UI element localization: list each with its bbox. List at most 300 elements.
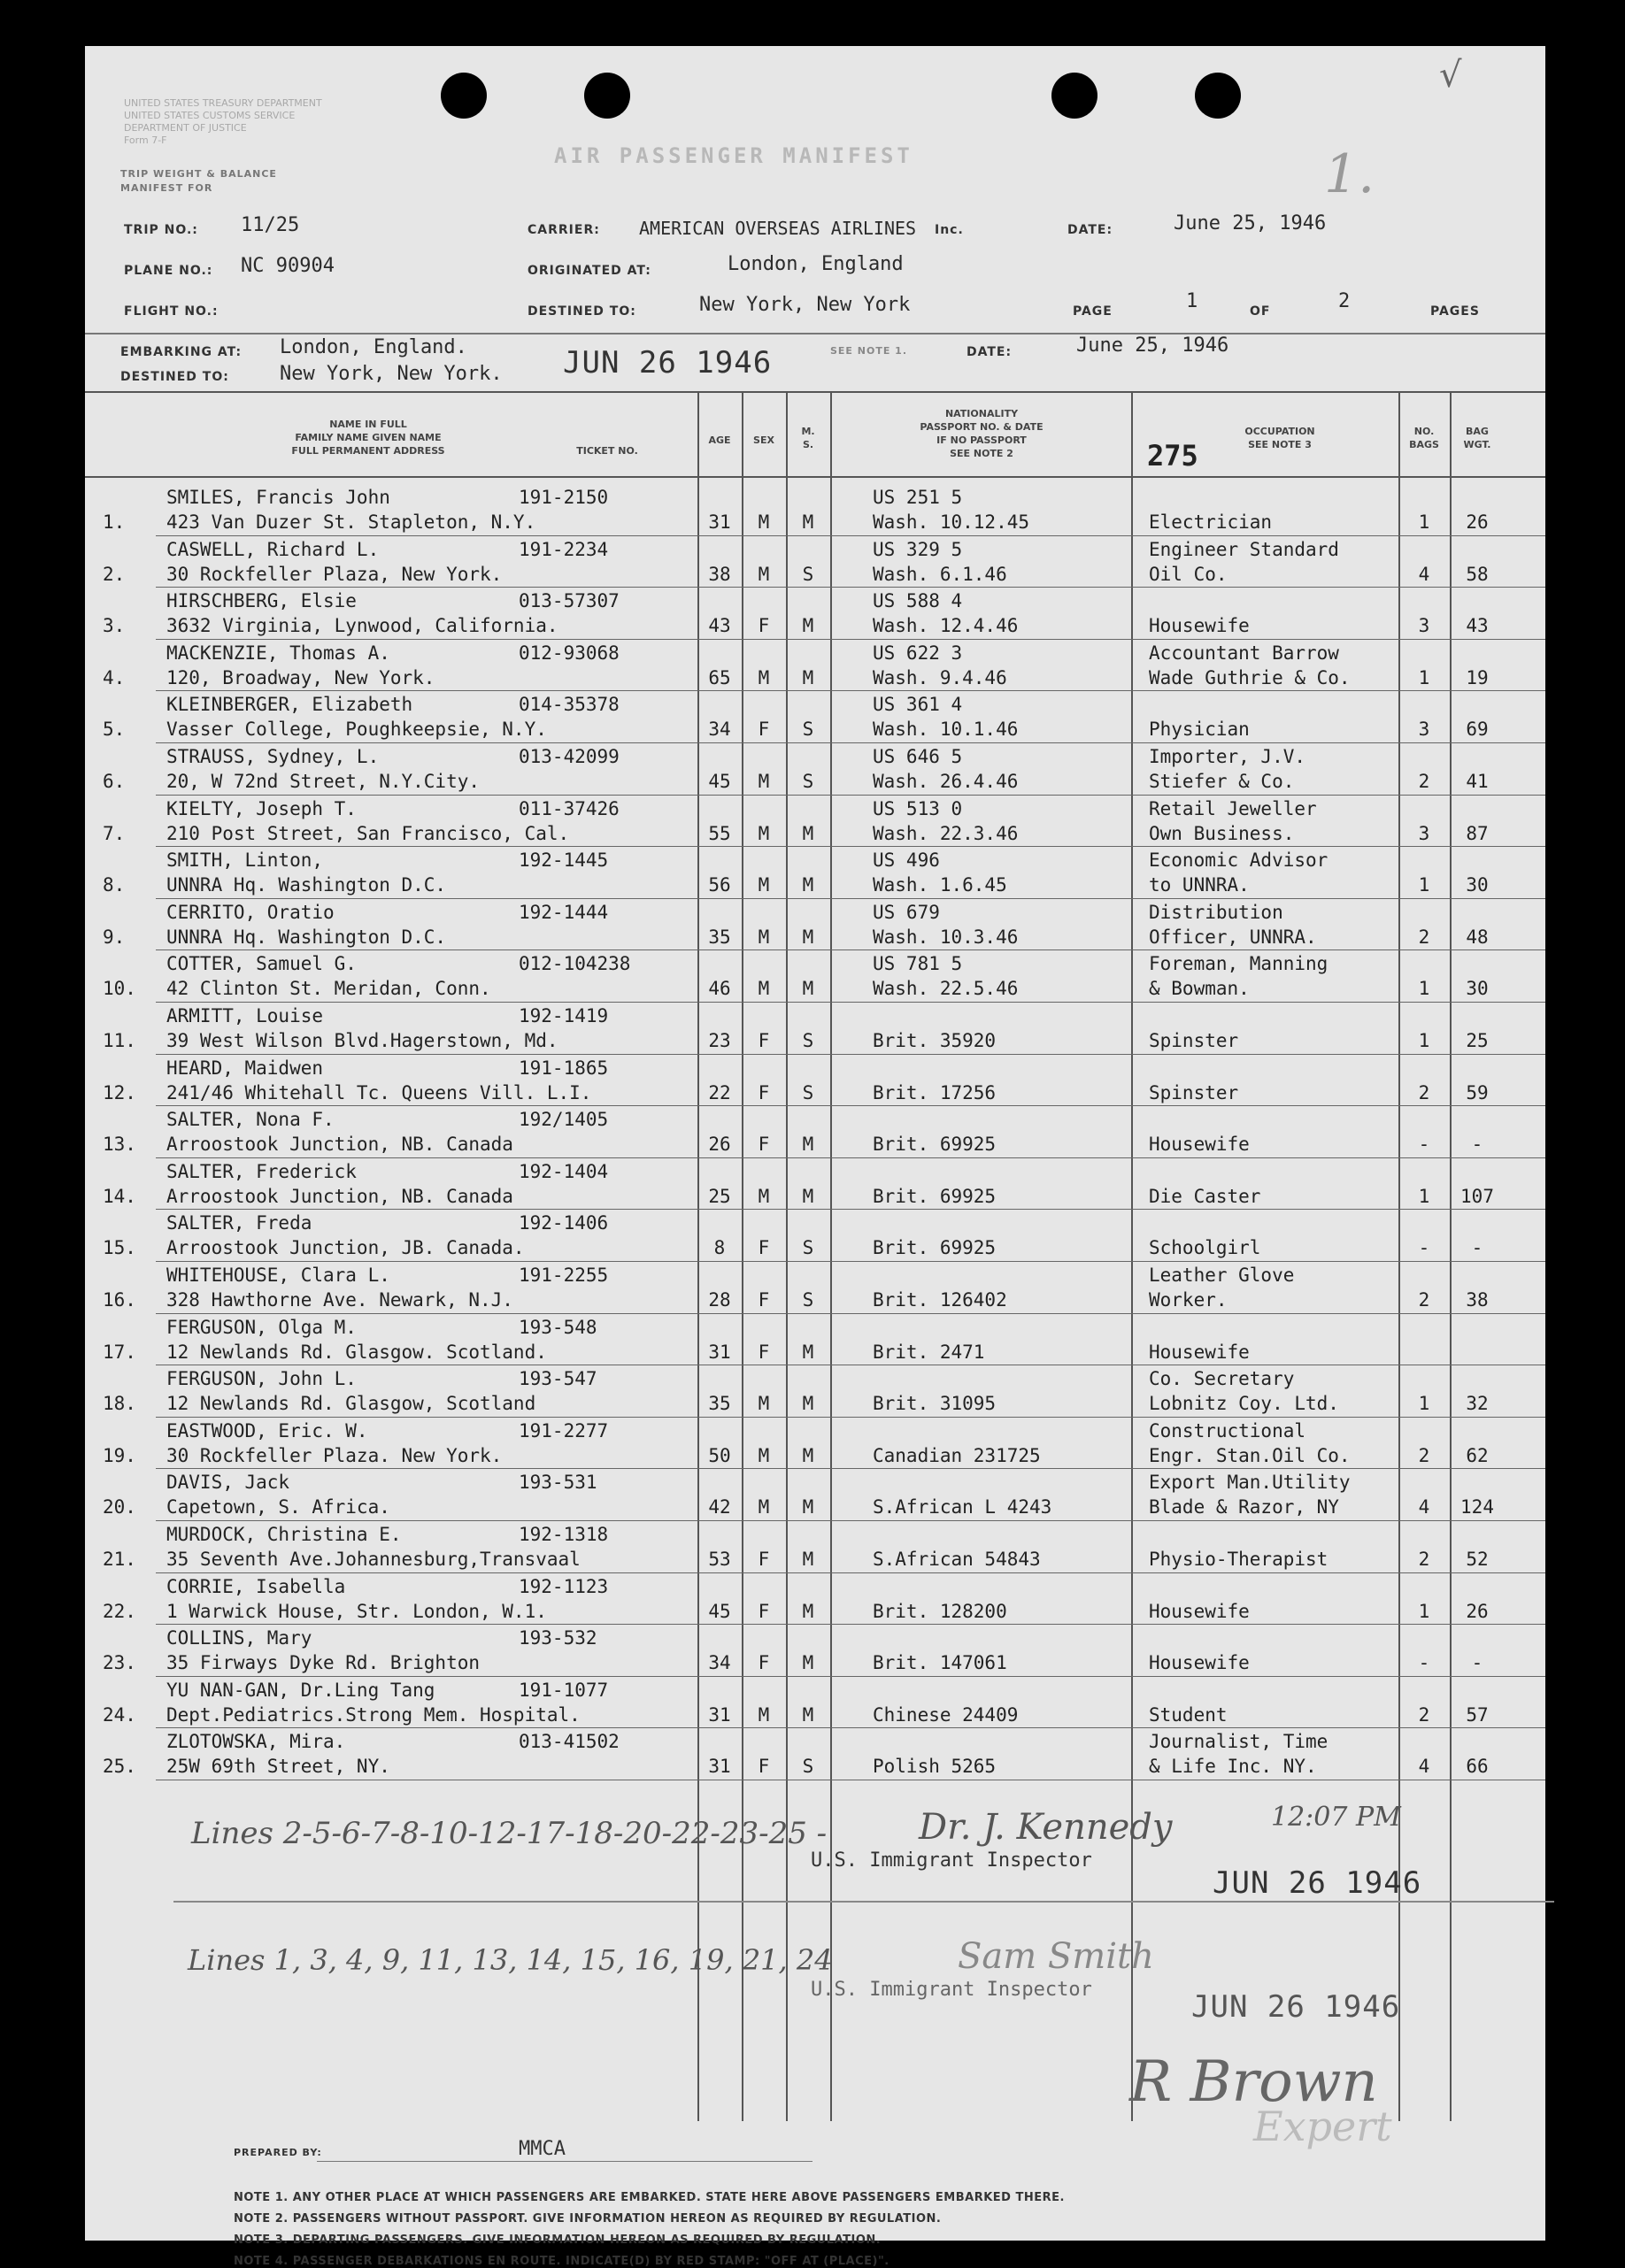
- cell-no: 23.: [103, 1652, 136, 1673]
- cell-address: Arroostook Junction, NB. Canada: [166, 1134, 513, 1155]
- cell-no: 10.: [103, 978, 136, 999]
- cell-wgt: 66: [1466, 1756, 1489, 1777]
- cell-nat2: Wash. 22.5.46: [873, 978, 1019, 999]
- col-header-line: WGT.: [1463, 439, 1491, 450]
- cell-occ2: Housewife: [1149, 1342, 1250, 1363]
- cell-no: 21.: [103, 1549, 136, 1570]
- table-top-rule: [85, 391, 1545, 393]
- cell-nat1: US 679: [873, 902, 940, 923]
- cell-ticket: 013-42099: [519, 746, 620, 767]
- cell-occ2: Student: [1149, 1704, 1228, 1726]
- cell-ticket: 192-1318: [519, 1524, 609, 1545]
- cell-name: ZLOTOWSKA, Mira.: [166, 1731, 346, 1752]
- cell-name: MACKENZIE, Thomas A.: [166, 642, 390, 664]
- row-rule: [156, 795, 1545, 796]
- cell-occ1: Constructional: [1149, 1420, 1306, 1442]
- inspection-time: 12:07 PM: [1271, 1802, 1401, 1833]
- cell-sex: M: [758, 1496, 770, 1518]
- cell-sex: M: [758, 771, 770, 792]
- cell-no: 7.: [103, 823, 126, 844]
- cell-occ2: Electrician: [1149, 511, 1273, 533]
- plane-no-value: NC 90904: [241, 255, 335, 277]
- cell-name: HEARD, Maidwen: [166, 1057, 324, 1079]
- row-rule: [156, 690, 1545, 691]
- cell-no: 5.: [103, 719, 126, 740]
- cell-no: 3.: [103, 615, 126, 636]
- inspector-signature-3b: Expert: [1253, 2103, 1392, 2150]
- cell-ticket: 192-1404: [519, 1161, 609, 1182]
- cell-ms: M: [802, 1652, 814, 1673]
- cell-ticket: 193-547: [519, 1368, 597, 1389]
- cell-address: Arroostook Junction, NB. Canada: [166, 1186, 513, 1207]
- of-label: OF: [1250, 304, 1271, 319]
- cell-name: KIELTY, Joseph T.: [166, 798, 357, 819]
- cell-ticket: 191-2234: [519, 539, 609, 560]
- cell-address: Dept.Pediatrics.Strong Mem. Hospital.: [166, 1704, 581, 1726]
- cell-ms: M: [802, 667, 814, 688]
- note-2: NOTE 2. PASSENGERS WITHOUT PASSPORT. GIVE INFORMATION HEREON AS REQUIRED BY REGULATION.: [234, 2212, 942, 2226]
- row-rule: [156, 898, 1545, 899]
- carrier-value: AMERICAN OVERSEAS AIRLINES: [639, 218, 917, 239]
- cell-bags: 1: [1418, 667, 1430, 688]
- cell-no: 24.: [103, 1704, 136, 1726]
- cell-ms: M: [802, 1445, 814, 1466]
- row-rule: [156, 1727, 1545, 1728]
- cell-nat2: Wash. 22.3.46: [873, 823, 1019, 844]
- col-header-line: FULL PERMANENT ADDRESS: [291, 445, 445, 457]
- cell-name: SALTER, Freda: [166, 1212, 312, 1234]
- col-header-age: AGE: [708, 434, 731, 446]
- cell-ms: M: [802, 1704, 814, 1726]
- row-rule: [156, 1054, 1545, 1055]
- cell-ticket: 192-1444: [519, 902, 609, 923]
- col-header-line: NO.: [1413, 426, 1435, 437]
- cell-occ2: Officer, UNNRA.: [1149, 926, 1317, 948]
- row-rule: [156, 1624, 1545, 1625]
- cell-age: 53: [708, 1549, 731, 1570]
- agency-line: DEPARTMENT OF JUSTICE: [124, 122, 247, 134]
- cell-wgt: 52: [1466, 1549, 1489, 1570]
- cell-sex: M: [758, 667, 770, 688]
- agency-line: UNITED STATES CUSTOMS SERVICE: [124, 110, 296, 121]
- cell-age: 50: [708, 1445, 731, 1466]
- col-header-occupation: [1174, 425, 1386, 451]
- cell-ms: M: [802, 1549, 814, 1570]
- cell-ms: M: [802, 1393, 814, 1414]
- punch-hole: [1195, 73, 1241, 119]
- row-rule: [156, 1572, 1545, 1573]
- cell-ms: M: [802, 1342, 814, 1363]
- cell-sex: F: [758, 1549, 770, 1570]
- cell-wgt: 57: [1466, 1704, 1489, 1726]
- cell-ms: S: [802, 1756, 814, 1777]
- cell-wgt: 43: [1466, 615, 1489, 636]
- prepared-by-line: [317, 2161, 812, 2162]
- note-4: NOTE 4. PASSENGER DEBARKATIONS EN ROUTE. INDICATE(D) BY RED STAMP: "OFF AT (PLACE)".: [234, 2255, 890, 2268]
- cell-age: 31: [708, 1756, 731, 1777]
- cell-age: 46: [708, 978, 731, 999]
- date2-label: DATE:: [967, 345, 1013, 359]
- cell-nat1: US 329 5: [873, 539, 963, 560]
- cell-name: COTTER, Samuel G.: [166, 953, 357, 974]
- cell-sex: M: [758, 1393, 770, 1414]
- cell-no: 9.: [103, 926, 126, 948]
- row-rule: [156, 587, 1545, 588]
- row-rule: [156, 1468, 1545, 1469]
- col-header-line: BAGS: [1409, 439, 1439, 450]
- cell-sex: M: [758, 926, 770, 948]
- cell-bags: 2: [1418, 926, 1430, 948]
- cell-age: 31: [708, 1342, 731, 1363]
- col-header-line: M.: [801, 426, 815, 437]
- cell-address: 241/46 Whitehall Tc. Queens Vill. L.I.: [166, 1082, 592, 1103]
- cell-address: 1 Warwick House, Str. London, W.1.: [166, 1601, 547, 1622]
- carrier-label: CARRIER:: [528, 223, 600, 237]
- cell-nat2: Chinese 24409: [873, 1704, 1019, 1726]
- cell-bags: 1: [1418, 511, 1430, 533]
- cell-name: EASTWOOD, Eric. W.: [166, 1420, 368, 1442]
- cell-nat2: Wash. 10.1.46: [873, 719, 1019, 740]
- cell-age: 45: [708, 771, 731, 792]
- col-header-ticket: TICKET NO.: [576, 445, 638, 457]
- cell-occ2: Physician: [1149, 719, 1250, 740]
- cell-occ2: Schoolgirl: [1149, 1237, 1261, 1258]
- inspector-signature-1: Dr. J. Kennedy: [919, 1807, 1173, 1848]
- cell-address: 42 Clinton St. Meridan, Conn.: [166, 978, 491, 999]
- cell-occ1: Economic Advisor: [1149, 850, 1328, 871]
- cell-address: 25W 69th Street, NY.: [166, 1756, 390, 1777]
- cell-bags: 1: [1418, 1393, 1430, 1414]
- cell-nat2: Brit. 69925: [873, 1237, 997, 1258]
- cell-name: FERGUSON, Olga M.: [166, 1317, 357, 1338]
- cell-ticket: 014-35378: [519, 694, 620, 715]
- flight-no-label: FLIGHT NO.:: [124, 304, 219, 319]
- cell-wgt: 124: [1460, 1496, 1494, 1518]
- cell-wgt: 32: [1466, 1393, 1489, 1414]
- cell-bags: 4: [1418, 1496, 1430, 1518]
- inspection-stamp-2: JUN 26 1946: [1191, 1989, 1401, 2025]
- cell-age: 35: [708, 926, 731, 948]
- cell-bags: 2: [1418, 771, 1430, 792]
- cell-wgt: 19: [1466, 667, 1489, 688]
- cell-wgt: 62: [1466, 1445, 1489, 1466]
- col-rule: [1131, 391, 1133, 2121]
- cell-occ1: Export Man.Utility: [1149, 1472, 1351, 1493]
- cell-nat2: Wash. 1.6.45: [873, 874, 1007, 896]
- note-3: NOTE 3. DEPARTING PASSENGERS. GIVE INFORMATION HEREON AS REQUIRED BY REGULATION.: [234, 2233, 882, 2247]
- col-header-nationality: [832, 407, 1131, 460]
- divider: [85, 333, 1545, 334]
- cell-ms: M: [802, 1186, 814, 1207]
- cell-nat1: US 588 4: [873, 590, 963, 611]
- cell-nat2: Wash. 9.4.46: [873, 667, 1007, 688]
- cell-address: 20, W 72nd Street, N.Y.City.: [166, 771, 481, 792]
- cell-nat2: Brit. 128200: [873, 1601, 1007, 1622]
- agency-line: Form 7-F: [124, 135, 167, 146]
- col-header-line: OCCUPATION: [1244, 426, 1315, 437]
- inspector-label-1: U.S. Immigrant Inspector: [811, 1849, 1092, 1872]
- cell-wgt: 38: [1466, 1289, 1489, 1311]
- cell-ms: M: [802, 511, 814, 533]
- cell-occ2: Engr. Stan.Oil Co.: [1149, 1445, 1351, 1466]
- cell-name: FERGUSON, John L.: [166, 1368, 357, 1389]
- cell-sex: M: [758, 564, 770, 585]
- agency-line: UNITED STATES TREASURY DEPARTMENT: [124, 97, 322, 109]
- row-rule: [156, 1313, 1545, 1314]
- date-label: DATE:: [1067, 223, 1113, 237]
- row-rule: [156, 535, 1545, 536]
- page-mark: 1.: [1324, 143, 1375, 205]
- col-header-line: FAMILY NAME GIVEN NAME: [295, 432, 442, 443]
- cell-no: 12.: [103, 1082, 136, 1103]
- row-rule: [156, 1209, 1545, 1210]
- cell-wgt: 26: [1466, 1601, 1489, 1622]
- cell-nat2: Wash. 10.12.45: [873, 511, 1030, 533]
- cell-age: 8: [713, 1237, 726, 1258]
- cell-occ1: Leather Glove: [1149, 1265, 1295, 1286]
- cell-ticket: 191-2255: [519, 1265, 609, 1286]
- cell-wgt: 26: [1466, 511, 1489, 533]
- cell-bags: 1: [1418, 1030, 1430, 1051]
- cell-nat1: US 496: [873, 850, 940, 871]
- inspected-lines-2: Lines 1, 3, 4, 9, 11, 13, 14, 15, 16, 19, 21, 24: [188, 1943, 833, 1977]
- cell-no: 1.: [103, 511, 126, 533]
- cell-name: SALTER, Nona F.: [166, 1109, 335, 1130]
- cell-bags: 3: [1418, 719, 1430, 740]
- cell-age: 22: [708, 1082, 731, 1103]
- cell-ms: M: [802, 615, 814, 636]
- cell-nat2: Brit. 69925: [873, 1186, 997, 1207]
- cell-age: 43: [708, 615, 731, 636]
- cell-no: 20.: [103, 1496, 136, 1518]
- cell-ms: S: [802, 1030, 814, 1051]
- cell-wgt: 58: [1466, 564, 1489, 585]
- cell-nat2: Brit. 69925: [873, 1134, 997, 1155]
- col-header-line: BAG: [1466, 426, 1489, 437]
- cell-no: 22.: [103, 1601, 136, 1622]
- divider: [173, 1901, 1554, 1903]
- row-rule: [156, 1417, 1545, 1418]
- cell-ticket: 192-1406: [519, 1212, 609, 1234]
- page-label: PAGE: [1073, 304, 1113, 319]
- cell-address: 423 Van Duzer St. Stapleton, N.Y.: [166, 511, 536, 533]
- row-rule: [156, 846, 1545, 847]
- cell-ticket: 191-1865: [519, 1057, 609, 1079]
- destined-to-value: New York, New York: [699, 294, 911, 316]
- col-header-ms: [786, 425, 830, 451]
- punch-hole: [441, 73, 487, 119]
- weight-label: TRIP WEIGHT & BALANCE: [120, 168, 277, 180]
- row-rule: [156, 1105, 1545, 1106]
- cell-address: 30 Rockfeller Plaza. New York.: [166, 1445, 503, 1466]
- col-header-weight: [1452, 425, 1503, 451]
- cell-age: 45: [708, 1601, 731, 1622]
- cell-occ2: Wade Guthrie & Co.: [1149, 667, 1351, 688]
- cell-no: 15.: [103, 1237, 136, 1258]
- cell-sex: M: [758, 978, 770, 999]
- date-stamp: JUN 26 1946: [563, 345, 773, 381]
- cell-occ2: Physio-Therapist: [1149, 1549, 1328, 1570]
- cell-sex: M: [758, 511, 770, 533]
- plane-no-label: PLANE NO.:: [124, 264, 213, 278]
- cell-ms: M: [802, 1134, 814, 1155]
- cell-nat2: Brit. 126402: [873, 1289, 1007, 1311]
- cell-ms: M: [802, 874, 814, 896]
- agency-block: [124, 97, 322, 147]
- cell-bags: 1: [1418, 1186, 1430, 1207]
- destined-to-label: DESTINED TO:: [528, 304, 636, 319]
- cell-ticket: 191-2150: [519, 487, 609, 508]
- cell-nat1: US 513 0: [873, 798, 963, 819]
- cell-nat2: Brit. 2471: [873, 1342, 985, 1363]
- punch-hole: [1051, 73, 1097, 119]
- cell-ticket: 192-1445: [519, 850, 609, 871]
- cell-age: 35: [708, 1393, 731, 1414]
- cell-address: 35 Seventh Ave.Johannesburg,Transvaal: [166, 1549, 581, 1570]
- cell-no: 13.: [103, 1134, 136, 1155]
- cell-bags: 1: [1418, 1601, 1430, 1622]
- corner-check-mark: √: [1439, 55, 1462, 96]
- inspector-label-2: U.S. Immigrant Inspector: [811, 1979, 1092, 2001]
- trip-no-value: 11/25: [241, 214, 300, 236]
- cell-ticket: 193-548: [519, 1317, 597, 1338]
- cell-name: SALTER, Frederick: [166, 1161, 357, 1182]
- cell-name: HIRSCHBERG, Elsie: [166, 590, 357, 611]
- col-header-line: NAME IN FULL: [329, 419, 407, 430]
- prepared-by-label: PREPARED BY:: [234, 2147, 322, 2158]
- punch-hole: [584, 73, 630, 119]
- cell-wgt: -: [1471, 1652, 1483, 1673]
- cell-nat1: US 361 4: [873, 694, 963, 715]
- cell-address: 120, Broadway, New York.: [166, 667, 435, 688]
- cell-sex: M: [758, 1704, 770, 1726]
- cell-sex: M: [758, 1445, 770, 1466]
- cell-no: 25.: [103, 1756, 136, 1777]
- cell-ms: M: [802, 926, 814, 948]
- pages-label: PAGES: [1430, 304, 1480, 319]
- cell-name: ARMITT, Louise: [166, 1005, 324, 1026]
- cell-age: 42: [708, 1496, 731, 1518]
- row-rule: [156, 639, 1545, 640]
- cell-ms: S: [802, 719, 814, 740]
- cell-ms: M: [802, 1601, 814, 1622]
- cell-age: 25: [708, 1186, 731, 1207]
- destined-to-2-value: New York, New York.: [280, 363, 503, 385]
- cell-age: 38: [708, 564, 731, 585]
- cell-ticket: 192-1419: [519, 1005, 609, 1026]
- cell-sex: M: [758, 1186, 770, 1207]
- cell-wgt: 107: [1460, 1186, 1494, 1207]
- cell-sex: F: [758, 1134, 770, 1155]
- cell-age: 28: [708, 1289, 731, 1311]
- cell-age: 56: [708, 874, 731, 896]
- cell-occ2: Spinster: [1149, 1030, 1239, 1051]
- cell-nat2: Brit. 31095: [873, 1393, 997, 1414]
- cell-sex: F: [758, 1237, 770, 1258]
- cell-bags: 2: [1418, 1445, 1430, 1466]
- cell-ticket: 012-93068: [519, 642, 620, 664]
- cell-occ2: Worker.: [1149, 1289, 1228, 1311]
- cell-name: WHITEHOUSE, Clara L.: [166, 1265, 390, 1286]
- cell-ticket: 191-1077: [519, 1680, 609, 1701]
- cell-occ1: Accountant Barrow: [1149, 642, 1339, 664]
- note-1: NOTE 1. ANY OTHER PLACE AT WHICH PASSENGERS ARE EMBARKED. STATE HERE ABOVE PASSENGERS EMBARKED THERE.: [234, 2191, 1065, 2204]
- cell-ticket: 011-37426: [519, 798, 620, 819]
- col-header-line: SEE NOTE 3: [1248, 439, 1312, 450]
- cell-nat2: Canadian 231725: [873, 1445, 1041, 1466]
- row-rule: [156, 1157, 1545, 1158]
- cell-occ1: Foreman, Manning: [1149, 953, 1328, 974]
- cell-occ1: Journalist, Time: [1149, 1731, 1328, 1752]
- cell-name: SMILES, Francis John: [166, 487, 390, 508]
- cell-ms: M: [802, 823, 814, 844]
- cell-nat2: S.African 54843: [873, 1549, 1041, 1570]
- embarking-at-value: London, England.: [280, 336, 467, 358]
- cell-bags: -: [1418, 1652, 1430, 1673]
- cell-occ2: Stiefer & Co.: [1149, 771, 1295, 792]
- cell-bags: 1: [1418, 874, 1430, 896]
- date-value: June 25, 1946: [1174, 212, 1327, 234]
- cell-address: 39 West Wilson Blvd.Hagerstown, Md.: [166, 1030, 558, 1051]
- inspection-stamp-1: JUN 26 1946: [1213, 1865, 1422, 1901]
- see-note-label: SEE NOTE 1.: [830, 345, 908, 357]
- cell-sex: F: [758, 1652, 770, 1673]
- cell-name: CERRITO, Oratio: [166, 902, 335, 923]
- cell-ticket: 191-2277: [519, 1420, 609, 1442]
- cell-sex: M: [758, 874, 770, 896]
- inc-label: Inc.: [935, 223, 964, 237]
- cell-ms: S: [802, 1082, 814, 1103]
- cell-wgt: 69: [1466, 719, 1489, 740]
- originated-at-value: London, England: [728, 253, 904, 275]
- col-header-line: NATIONALITY: [944, 408, 1019, 419]
- cell-sex: F: [758, 1756, 770, 1777]
- date2-value: June 25, 1946: [1076, 334, 1229, 357]
- cell-address: 35 Firways Dyke Rd. Brighton: [166, 1652, 481, 1673]
- embarking-at-label: EMBARKING AT:: [120, 345, 243, 359]
- cell-nat2: Polish 5265: [873, 1756, 997, 1777]
- row-rule: [156, 1676, 1545, 1677]
- cell-ms: S: [802, 564, 814, 585]
- cell-ticket: 193-532: [519, 1627, 597, 1649]
- cell-address: Arroostook Junction, JB. Canada.: [166, 1237, 525, 1258]
- cell-no: 18.: [103, 1393, 136, 1414]
- cell-name: COLLINS, Mary: [166, 1627, 312, 1649]
- manifest-label: MANIFEST FOR: [120, 182, 213, 194]
- inspected-lines-1: Lines 2-5-6-7-8-10-12-17-18-20-22-23-25 -: [191, 1816, 828, 1851]
- trip-no-label: TRIP NO.:: [124, 223, 198, 237]
- cell-occ2: Lobnitz Coy. Ltd.: [1149, 1393, 1339, 1414]
- col-header-bags: [1398, 425, 1450, 451]
- cell-occ2: & Life Inc. NY.: [1149, 1756, 1317, 1777]
- cell-nat2: Brit. 17256: [873, 1082, 997, 1103]
- cell-bags: -: [1418, 1237, 1430, 1258]
- cell-nat1: US 251 5: [873, 487, 963, 508]
- cell-name: CASWELL, Richard L.: [166, 539, 380, 560]
- row-rule: [156, 742, 1545, 743]
- cell-nat1: US 646 5: [873, 746, 963, 767]
- cell-occ2: Blade & Razor, NY: [1149, 1496, 1339, 1518]
- cell-bags: 3: [1418, 615, 1430, 636]
- cell-ms: M: [802, 978, 814, 999]
- cell-nat1: US 781 5: [873, 953, 963, 974]
- cell-wgt: 25: [1466, 1030, 1489, 1051]
- page-value: 1: [1186, 290, 1198, 312]
- cell-age: 31: [708, 1704, 731, 1726]
- cell-occ1: Importer, J.V.: [1149, 746, 1306, 767]
- cell-no: 2.: [103, 564, 126, 585]
- cell-occ2: Housewife: [1149, 615, 1250, 636]
